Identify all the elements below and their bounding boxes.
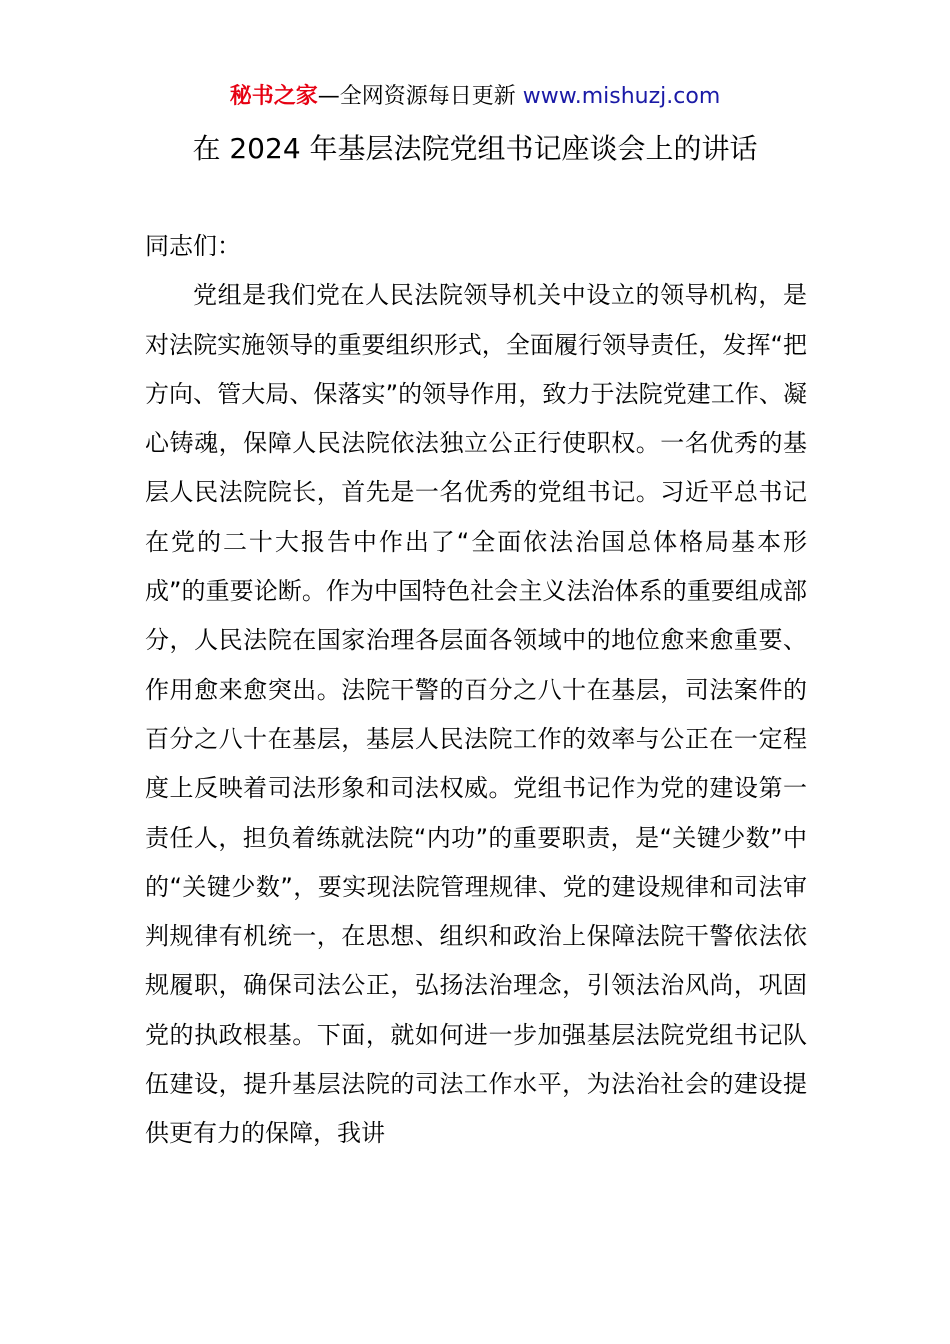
site-tagline: —全网资源每日更新 (317, 84, 516, 109)
body-paragraph: 党组是我们党在人民法院领导机关中设立的领导机构，是对法院实施领导的重要组织形式，全面履行领导责任，发挥“把方向、管大局、保落实”的领导作用，致力于法院党建工作、凝心铸魂，保障人民法院依法独立公正行使职权。一名优秀的基层人民法院院长，首先是一名优秀的党组书记。习近平总书记在党的二十大报告中作出了“全面依法治国总体格局基本形成”的重要论断。作为中国特色社会主义法治体系的重要组成部分，人民法院在国家治理各层面各领域中的地位愈来愈重要、作用愈来愈突出。法院干警的百分之八十在基层，司法案件的百分之八十在基层，基层人民法院工作的效率与公正在一定程度上反映着司法形象和司法权威。党组书记作为党的建设第一责任人，担负着练就法院“内功”的重要职责，是“关键少数”中的“关键少数”，要实现法院管理规律、党的建设规律和司法审判规律有机统一，在思想、组织和政治上保障法院干警依法依规履职，确保司法公正，弘扬法治理念，引领法治风尚，巩固党的执政根基。下面，就如何进一步加强基层法院党组书记队伍建设，提升基层法院的司法工作水平，为法治社会的建设提供更有力的保障，我讲 (145, 281, 807, 1148)
site-header (0, 80, 950, 114)
salutation: 同志们： (145, 232, 241, 260)
site-brand: 秘书之家 (229, 84, 318, 109)
site-url-link[interactable]: www.mishuzj.com (522, 84, 721, 109)
document-title: 在 2024 年基层法院党组书记座谈会上的讲话 (192, 132, 758, 165)
document-body (145, 222, 807, 1159)
